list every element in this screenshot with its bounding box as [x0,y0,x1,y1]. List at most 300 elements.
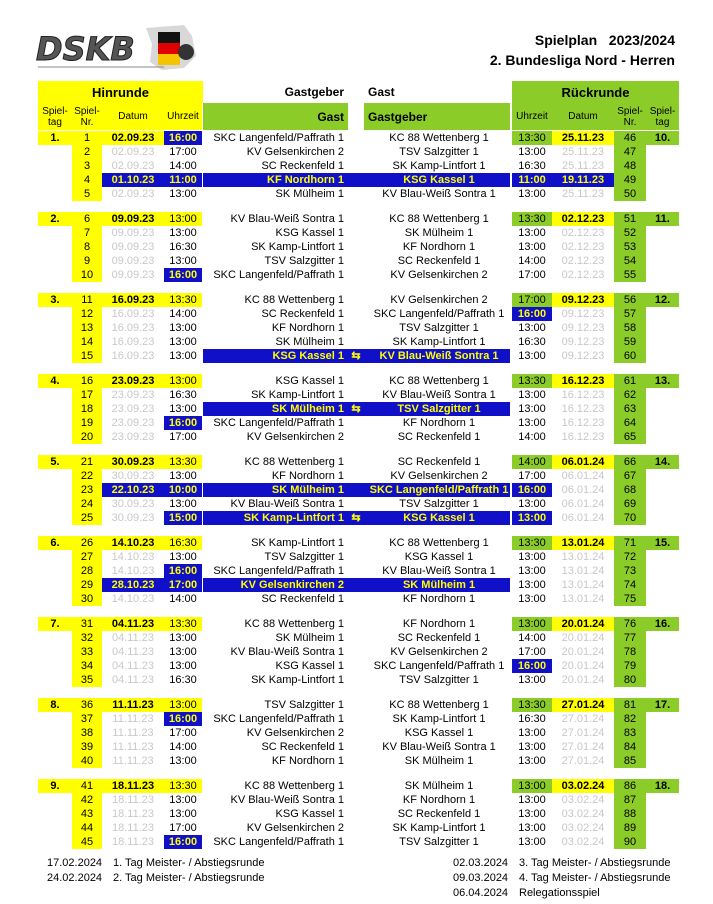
datum-cell: 14.10.23 [111,593,155,605]
uhrzeit-cell: 14:00 [169,160,197,172]
r-datum-cell: 16.12.23 [561,389,605,401]
uhrzeit-cell: 13:00 [169,646,197,658]
datum-cell: 14.10.23 [111,565,155,577]
spielnr-cell: 38 [72,726,102,740]
table-row [38,536,679,550]
table-row [38,511,679,525]
spielnr-cell: 27 [72,550,102,564]
r-spielnr-cell: 83 [614,726,646,740]
uhrzeit-cell: 13:00 [169,470,197,482]
uhrzeit-cell: 13:00 [169,660,197,672]
r-spieltag-cell: 15. [646,536,679,550]
heim-team-cell: KSG Kassel 1 [275,808,344,820]
r-datum-cell: 13.01.24 [561,579,605,591]
spielnr-cell: 9 [72,254,102,268]
dskb-logo [34,22,204,74]
spielnr-cell: 34 [72,659,102,673]
datum-cell: 23.09.23 [111,417,155,429]
table-row [38,416,679,430]
spielnr-cell: 29 [72,578,102,592]
gastgeber-sub-label: Gastgeber [364,103,510,130]
r-spielnr-cell: 75 [614,592,646,606]
r-uhrzeit-cell: 14:00 [518,431,546,443]
heim-team-cell: SKC Langenfeld/Paffrath 1 [213,713,344,725]
swap-icon: ⇆ [348,511,364,525]
spieltag-cell: 9. [38,779,72,793]
r-uhrzeit-cell: 13:00 [518,403,546,415]
datum-cell: 04.11.23 [111,660,154,672]
r-spieltag-cell: 14. [646,455,679,469]
heim-team-cell: SK Kamp-Lintfort 1 [251,241,344,253]
r-datum-cell: 25.11.23 [561,188,604,200]
gast-team-cell: KC 88 Wettenberg 1 [389,537,489,549]
heim-team-cell: TSV Salzgitter 1 [264,699,344,711]
uhrzeit-cell: 13:00 [169,632,197,644]
datum-cell: 01.10.23 [102,173,164,187]
r-datum-cell: 06.01.24 [561,498,605,510]
spielnr-cell: 3 [72,159,102,173]
spieltag-cell: 5. [38,455,72,469]
r-datum-cell: 03.02.24 [561,794,605,806]
heim-team-cell: SK Mülheim 1 [203,402,348,416]
heim-team-cell: SK Kamp-Lintfort 1 [251,537,344,549]
r-spielnr-cell: 50 [614,187,646,201]
uhrzeit-cell: 13:30 [164,779,202,793]
r-spielnr-cell: 81 [614,698,646,712]
table-header [38,81,679,130]
spielnr-cell: 19 [72,416,102,430]
heim-team-cell: TSV Salzgitter 1 [264,551,344,563]
spielnr-cell: 15 [72,349,102,363]
uhrzeit-cell: 13:30 [164,617,202,631]
uhrzeit-cell: 13:00 [169,794,197,806]
spieltag-cell [38,145,72,159]
team-gap [348,173,364,187]
table-row [38,698,679,712]
r-spielnr-cell: 82 [614,712,646,726]
gast-team-cell: SKC Langenfeld/Paffrath 1 [373,308,505,320]
r-spielnr-cell: 73 [614,564,646,578]
uhrzeit-cell: 13:00 [169,551,197,563]
r-datum-cell: 19.11.23 [552,173,614,187]
r-uhrzeit-cell: 13:00 [518,322,546,334]
spielnr-cell: 22 [72,469,102,483]
spieltag-cell: 7. [38,617,72,631]
r-datum-cell: 13.01.24 [552,536,614,550]
r-uhrzeit-cell: 13:00 [518,565,546,577]
r-spielnr-cell: 89 [614,821,646,835]
heim-team-cell: SK Mülheim 1 [275,336,344,348]
table-row [38,307,679,321]
r-spielnr-cell: 54 [614,254,646,268]
gast-team-cell: SC Reckenfeld 1 [397,632,481,644]
table-row [38,821,679,835]
spielnr-cell: 43 [72,807,102,821]
r-datum-cell: 27.01.24 [561,741,605,753]
r-datum-cell: 25.11.23 [552,131,614,145]
footer-text: 1. Tag Meister- / Abstiegsrunde [113,857,265,869]
uhrzeit-cell: 16:00 [164,416,202,430]
uhrzeit-cell: 15:00 [164,511,202,525]
spieltag-cell [38,226,72,240]
heim-team-cell: SK Kamp-Lintfort 1 [251,389,344,401]
r-uhrzeit-cell: 13:00 [518,822,546,834]
r-uhrzeit-cell: 14:00 [512,455,552,469]
r-datum-header: Datum [552,103,614,130]
r-uhrzeit-cell: 13:00 [518,551,546,563]
r-datum-cell: 27.01.24 [561,755,605,767]
datum-cell: 04.11.23 [111,632,154,644]
table-row [38,145,679,159]
r-datum-cell: 27.01.24 [552,698,614,712]
gast-team-cell: SC Reckenfeld 1 [397,808,481,820]
gast-sub-label: Gast [203,103,348,130]
spielnr-cell: 28 [72,564,102,578]
datum-cell: 16.09.23 [111,322,155,334]
r-datum-cell: 13.01.24 [561,565,605,577]
swap-icon: ⇆ [348,402,364,416]
spieltag-cell [38,388,72,402]
uhrzeit-cell: 16:30 [169,389,197,401]
r-spielnr-cell: 78 [614,645,646,659]
spieltag-cell [38,497,72,511]
gast-team-cell: SKC Langenfeld/Paffrath 1 [373,660,505,672]
r-uhrzeit-cell: 13:00 [518,836,546,848]
gast-team-cell: SK Mülheim 1 [364,578,510,592]
r-spielnr-cell: 49 [614,173,646,187]
r-datum-cell: 02.12.23 [552,212,614,226]
r-uhrzeit-cell: 13:00 [518,498,546,510]
gast-team-cell: KF Nordhorn 1 [402,794,476,806]
table-row [38,321,679,335]
heim-team-cell: SC Reckenfeld 1 [261,593,344,605]
spielnr-cell: 37 [72,712,102,726]
r-datum-cell: 20.01.24 [552,617,614,631]
gast-team-cell: KV Blau-Weiß Sontra 1 [382,565,496,577]
table-row [38,550,679,564]
r-uhrzeit-cell: 13:00 [518,579,546,591]
gast-team-cell: KSG Kassel 1 [404,727,474,739]
r-datum-cell: 06.01.24 [552,455,614,469]
r-spielnr-cell: 58 [614,321,646,335]
spieltag-cell [38,268,72,282]
r-spielnr-cell: 68 [614,483,646,497]
uhrzeit-cell: 14:00 [169,741,197,753]
spieltag-cell [38,173,72,187]
datum-cell: 30.09.23 [102,455,164,469]
gast-team-cell: SC Reckenfeld 1 [397,255,481,267]
spielnr-cell: 5 [72,187,102,201]
r-uhrzeit-cell: 11:00 [512,173,552,187]
datum-header: Datum [102,103,164,130]
r-spielnr-cell: 86 [614,779,646,793]
table-row [38,293,679,307]
r-datum-cell: 20.01.24 [561,646,605,658]
spielnr-cell: 24 [72,497,102,511]
spieltag-cell [38,712,72,726]
r-spielnr-cell: 84 [614,740,646,754]
r-uhrzeit-cell: 13:00 [518,794,546,806]
spieltag-cell [38,578,72,592]
r-uhrzeit-cell: 13:00 [518,227,546,239]
datum-cell: 16.09.23 [111,308,155,320]
uhrzeit-cell: 13:30 [164,455,202,469]
heim-team-cell: KF Nordhorn 1 [271,755,344,767]
r-spielnr-cell: 66 [614,455,646,469]
r-spielnr-cell: 72 [614,550,646,564]
r-spielnr-cell: 61 [614,374,646,388]
r-datum-cell: 02.12.23 [561,241,605,253]
heim-team-cell: SK Mülheim 1 [275,188,344,200]
uhrzeit-cell: 17:00 [169,822,197,834]
r-datum-cell: 02.12.23 [561,255,605,267]
heim-team-cell: SK Kamp-Lintfort 1 [251,674,344,686]
heim-team-cell: TSV Salzgitter 1 [264,255,344,267]
r-uhrzeit-cell: 16:30 [518,713,546,725]
r-spielnr-cell: 53 [614,240,646,254]
r-spielnr-cell: 46 [614,131,646,145]
spielnr-cell: 42 [72,793,102,807]
uhrzeit-cell: 16:30 [164,536,202,550]
spieltag-cell: 6. [38,536,72,550]
r-spieltag-cell: 18. [646,779,679,793]
uhrzeit-cell: 16:00 [164,131,202,145]
r-uhrzeit-cell: 13:30 [512,536,552,550]
uhrzeit-cell: 13:00 [169,350,197,362]
datum-cell: 09.09.23 [111,227,155,239]
spieltag-cell [38,821,72,835]
uhrzeit-cell: 13:00 [169,498,197,510]
uhrzeit-cell: 13:30 [164,293,202,307]
r-datum-cell: 16.12.23 [561,403,605,415]
datum-cell: 18.11.23 [102,779,164,793]
heim-team-cell: SC Reckenfeld 1 [261,308,344,320]
r-uhrzeit-cell: 16:00 [512,483,552,497]
gast-team-cell: KV Gelsenkirchen 2 [390,294,488,306]
r-uhrzeit-cell: 13:00 [512,779,552,793]
heim-team-cell: SKC Langenfeld/Paffrath 1 [213,269,344,281]
r-spielnr-cell: 77 [614,631,646,645]
table-row [38,173,679,187]
table-row [38,483,679,497]
rueckrunde-label: Rückrunde [512,81,679,103]
spieltag-cell [38,793,72,807]
r-spielnr-cell: 65 [614,430,646,444]
uhrzeit-cell: 13:00 [164,698,202,712]
table-row [38,645,679,659]
spielnr-cell: 18 [72,402,102,416]
footer-text: 4. Tag Meister- / Abstiegsrunde [519,872,671,884]
spielnr-cell: 8 [72,240,102,254]
spieltag-cell [38,159,72,173]
datum-cell: 16.09.23 [111,336,155,348]
uhrzeit-cell: 13:00 [169,322,197,334]
r-datum-cell: 02.12.23 [561,227,605,239]
uhrzeit-cell: 13:00 [169,188,197,200]
r-uhrzeit-cell: 13:30 [512,212,552,226]
gast-team-cell: SK Kamp-Lintfort 1 [392,336,486,348]
datum-cell: 11.11.23 [112,713,154,725]
spielnr-cell: 23 [72,483,102,497]
r-uhrzeit-cell: 13:00 [518,241,546,253]
spielnr-cell: 6 [72,212,102,226]
datum-cell: 16.09.23 [111,350,155,362]
table-row [38,388,679,402]
footer-text: Relegationsspiel [519,887,600,899]
datum-cell: 30.09.23 [111,512,155,524]
datum-cell: 11.11.23 [102,698,164,712]
heim-team-cell: SKC Langenfeld/Paffrath 1 [213,132,344,144]
heim-team-cell: SC Reckenfeld 1 [261,160,344,172]
spieltag-cell: 4. [38,374,72,388]
gast-team-cell: KV Gelsenkirchen 2 [390,646,488,658]
gast-team-cell: KSG Kassel 1 [404,551,474,563]
spielnr-cell: 2 [72,145,102,159]
heim-team-cell: SKC Langenfeld/Paffrath 1 [213,836,344,848]
uhrzeit-cell: 16:30 [169,241,197,253]
gast-team-cell: KSG Kassel 1 [364,173,510,187]
table-row [38,212,679,226]
uhrzeit-cell: 13:00 [169,403,197,415]
datum-cell: 14.10.23 [111,551,155,563]
r-uhrzeit-cell: 13:00 [512,617,552,631]
r-spielnr-cell: 79 [614,659,646,673]
r-spielnr-cell: 90 [614,835,646,849]
heim-team-cell: KSG Kassel 1 [275,227,344,239]
spielnr-cell: 21 [72,455,102,469]
spielnr-cell: 26 [72,536,102,550]
spieltag-cell [38,254,72,268]
r-datum-cell: 27.01.24 [561,713,605,725]
spieltag-cell [38,592,72,606]
spielnr-cell: 45 [72,835,102,849]
table-row [38,578,679,592]
spieltag-cell [38,349,72,363]
spielnr-cell: 31 [72,617,102,631]
spielnr-cell: 32 [72,631,102,645]
r-spieltag-cell: 11. [646,212,679,226]
r-datum-cell: 03.02.24 [552,779,614,793]
spielnr-cell: 39 [72,740,102,754]
r-uhrzeit-cell: 16:30 [518,336,546,348]
spielnr-cell: 12 [72,307,102,321]
gast-team-cell: KC 88 Wettenberg 1 [389,699,489,711]
table-row [38,673,679,687]
spieltag-cell [38,645,72,659]
datum-cell: 04.11.23 [111,674,154,686]
r-datum-cell: 27.01.24 [561,727,605,739]
spieltag-cell [38,511,72,525]
table-row [38,268,679,282]
r-datum-cell: 20.01.24 [561,660,605,672]
team-gap [348,483,364,497]
spieltag-cell [38,550,72,564]
r-spielnr-header: Spiel- Nr. [614,103,646,130]
r-datum-cell: 20.01.24 [561,632,605,644]
uhrzeit-cell: 16:00 [164,712,202,726]
gast-team-cell: SKC Langenfeld/Paffrath 1 [364,483,510,497]
datum-cell: 11.11.23 [112,741,154,753]
datum-cell: 09.09.23 [111,241,155,253]
gastgeber-top-label: Gastgeber [284,85,344,99]
gast-team-cell: KV Blau-Weiß Sontra 1 [382,741,496,753]
footer-date: 06.04.2024 [453,887,509,899]
spieltag-cell [38,740,72,754]
spieltag-cell [38,402,72,416]
heim-team-cell: KV Gelsenkirchen 2 [203,578,348,592]
r-spielnr-cell: 69 [614,497,646,511]
spieltag-cell [38,469,72,483]
r-spieltag-header: Spiel- tag [646,103,679,130]
datum-cell: 22.10.23 [102,483,164,497]
r-datum-cell: 13.01.24 [561,551,605,563]
uhrzeit-cell: 16:00 [164,835,202,849]
team-gap [348,578,364,592]
r-spieltag-cell: 17. [646,698,679,712]
table-row [38,740,679,754]
heim-team-cell: KC 88 Wettenberg 1 [244,456,344,468]
heim-team-cell: SKC Langenfeld/Paffrath 1 [213,417,344,429]
table-row [38,592,679,606]
r-spielnr-cell: 59 [614,335,646,349]
r-datum-cell: 09.12.23 [552,293,614,307]
r-uhrzeit-cell: 13:00 [518,417,546,429]
spieltag-header: Spiel- tag [38,103,72,130]
gast-team-cell: TSV Salzgitter 1 [399,674,479,686]
r-datum-cell: 20.01.24 [561,674,605,686]
table-row [38,226,679,240]
gast-team-cell: SK Kamp-Lintfort 1 [392,822,486,834]
spieltag-cell: 2. [38,212,72,226]
heim-team-cell: KV Blau-Weiß Sontra 1 [230,213,344,225]
footer-text: 2. Tag Meister- / Abstiegsrunde [113,872,265,884]
r-datum-cell: 06.01.24 [561,484,605,496]
uhrzeit-cell: 13:00 [169,227,197,239]
datum-cell: 23.09.23 [111,431,155,443]
heim-team-cell: KF Nordhorn 1 [203,173,348,187]
r-datum-cell: 03.02.24 [561,822,605,834]
spielnr-cell: 17 [72,388,102,402]
heim-team-cell: KV Gelsenkirchen 2 [246,727,344,739]
gast-team-cell: KV Gelsenkirchen 2 [390,269,488,281]
r-datum-cell: 06.01.24 [561,512,605,524]
spielnr-cell: 13 [72,321,102,335]
r-uhrzeit-cell: 17:00 [518,470,546,482]
r-uhrzeit-cell: 13:00 [518,389,546,401]
spieltag-cell [38,807,72,821]
r-uhrzeit-cell: 17:00 [512,293,552,307]
gast-team-cell: KC 88 Wettenberg 1 [389,132,489,144]
datum-cell: 04.11.23 [111,646,154,658]
spieltag-cell [38,754,72,768]
r-spielnr-cell: 87 [614,793,646,807]
r-spielnr-cell: 47 [614,145,646,159]
heim-team-cell: KV Blau-Weiß Sontra 1 [230,794,344,806]
table-row [38,131,679,145]
spieltag-cell [38,835,72,849]
datum-cell: 11.11.23 [112,727,154,739]
r-spieltag-cell: 13. [646,374,679,388]
table-row [38,402,679,416]
footer-date: 24.02.2024 [47,872,103,884]
r-uhrzeit-cell: 13:00 [518,674,546,686]
uhrzeit-cell: 10:00 [164,483,202,497]
table-row [38,726,679,740]
r-datum-cell: 09.12.23 [561,350,605,362]
heim-team-cell: KC 88 Wettenberg 1 [244,780,344,792]
table-row [38,497,679,511]
datum-cell: 14.10.23 [102,536,164,550]
